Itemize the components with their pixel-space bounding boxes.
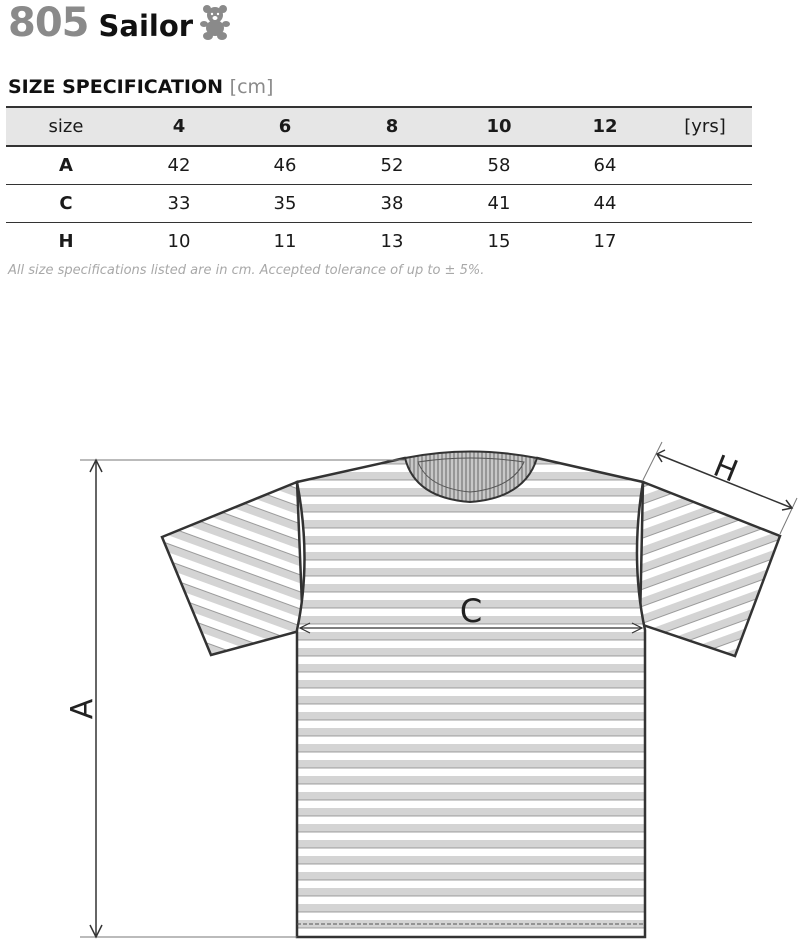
right-sleeve (640, 482, 780, 656)
table-cell: 46 (232, 146, 338, 185)
table-row (6, 185, 752, 223)
size-table (6, 106, 752, 260)
header-cell: 10 (446, 107, 552, 146)
teddy-bear-icon (199, 4, 231, 40)
table-cell: 10 (167, 231, 191, 252)
header-cell: 6 (232, 107, 338, 146)
dimension-c-label: C (459, 592, 483, 630)
tolerance-footnote: All size specifications listed are in cm. Accepted tolerance of up to ± 5%. (8, 263, 485, 278)
tshirt-diagram (0, 440, 801, 947)
size-spec-title (8, 76, 273, 98)
size-table-header (6, 107, 752, 146)
size-spec-title-text: SIZE SPECIFICATION (8, 76, 224, 98)
dimension-h-label: H (708, 448, 743, 490)
dimension-a-label: A (65, 698, 100, 720)
table-cell: 58 (446, 146, 552, 185)
table-cell: 44 (552, 185, 658, 223)
row-label: C (6, 185, 126, 223)
table-cell-empty (658, 223, 752, 261)
product-header (8, 0, 231, 46)
table-cell: 33 (126, 185, 232, 223)
header-cell: 4 (126, 107, 232, 146)
header-cell: 12 (552, 107, 658, 146)
table-cell-empty (658, 185, 752, 223)
product-name: Sailor (98, 9, 194, 43)
table-cell-empty (658, 146, 752, 185)
table-row (6, 146, 752, 185)
size-spec-unit: [cm] (229, 76, 274, 98)
row-label: H (58, 231, 74, 252)
header-cell-unit: [yrs] (658, 107, 752, 146)
header-cell: size (6, 107, 126, 146)
shirt-body (297, 458, 645, 937)
table-row (6, 223, 752, 261)
model-number: 805 (8, 0, 89, 46)
table-cell: 17 (593, 231, 617, 252)
table-cell: 13 (380, 231, 404, 252)
table-cell: 35 (232, 185, 338, 223)
table-cell: 41 (446, 185, 552, 223)
table-cell: 42 (126, 146, 232, 185)
table-cell: 11 (273, 231, 297, 252)
left-sleeve (162, 482, 303, 655)
header-cell: 8 (338, 107, 446, 146)
table-cell: 15 (487, 231, 511, 252)
dimension-h-ext-1 (643, 442, 662, 480)
table-cell: 38 (338, 185, 446, 223)
table-cell: 64 (552, 146, 658, 185)
row-label: A (6, 146, 126, 185)
table-cell: 52 (338, 146, 446, 185)
